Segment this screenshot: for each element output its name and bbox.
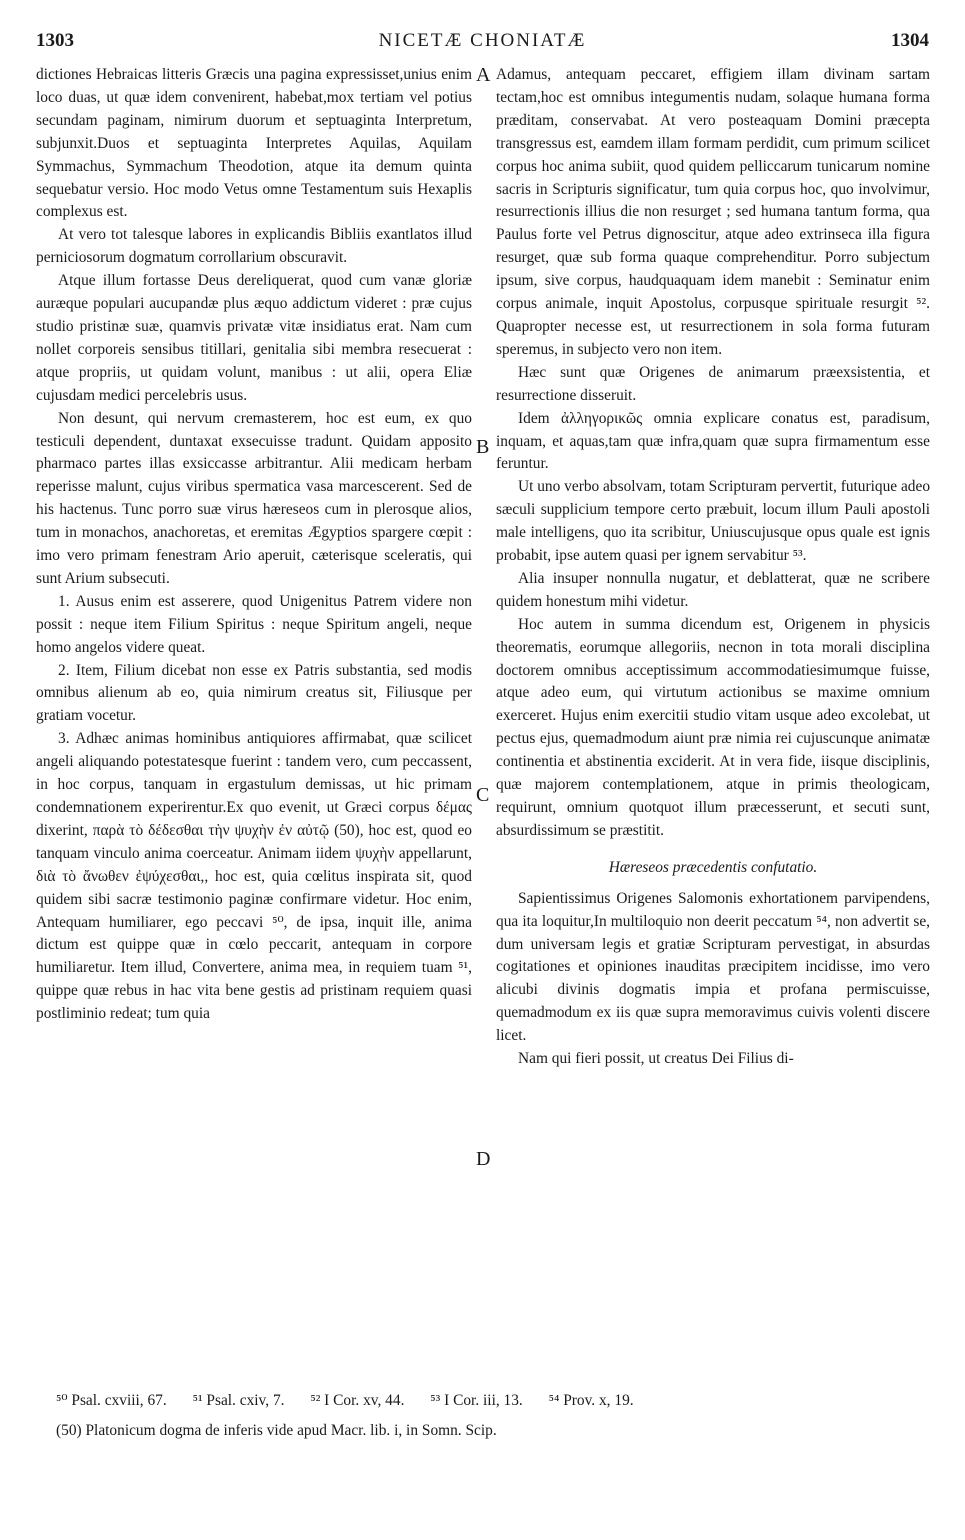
paragraph: Alia insuper nonnulla nugatur, et deblatterat, quæ ne scribere quidem honestum mihi videtur.: [496, 569, 930, 610]
page-number-right: 1304: [891, 30, 929, 51]
paragraph: Hoc autem in summa dicendum est, Origenem in physicis theorematis, eorumque allegoriis, necnon in tota morali disciplina doctorem omnibus acceptissimum accommodatiesimumque fuisse, atque adeo eum, qui virtutum actionibus se maxime omnium exerceret. Hujus enim exercitii studio vitam usque adeo excolebat, ut pectus ejus, quemadmodum aiunt præ nimia rei cujuscunque animatæ continentia et abstinentia exciderit. At in vera fide, iisque disciplinis, quæ majorem contemplationem, atque in primis theologicam, requirunt, omnium quotquot illum præcesserunt, et secuti sunt, absurdissimum se præstitit.: [496, 615, 930, 839]
running-title: NICETÆ CHONIATÆ: [378, 30, 587, 51]
page-header: [36, 30, 929, 56]
left-column: [36, 64, 472, 1026]
footnote: ⁵⁴ Prov. x, 19.: [548, 1392, 634, 1409]
scripture-footnotes: [56, 1391, 936, 1410]
right-column: [496, 64, 930, 1071]
paragraph: 2. Item, Filium dicebat non esse ex Patris substantia, sed modis omnibus alienum ab eo, quia nimirum creatus sit, Filiusque per gratiam vocetur.: [36, 661, 472, 725]
footnote: ⁵⁰ Psal. cxviii, 67.: [56, 1392, 167, 1409]
paragraph: Nam qui fieri possit, ut creatus Dei Filius di-: [518, 1050, 794, 1068]
page-number-left: 1303: [36, 30, 74, 51]
paragraph: Idem ἀλληγορικῶς omnia explicare conatus est, paradisum, inquam, et aquas,tam quæ infra,quam quæ supra firmamentum esse feruntur.: [496, 409, 930, 473]
paragraph: dictiones Hebraicas litteris Græcis una pagina expressisset,unius enim loco duas, ut quæ idem convenirent, habebat,mox tertiam vel potius secundam paginam, nimirum duorum et septuaginta Interpretum, subjunxit.Duos et septuaginta Interpretes Aquilas, Aquilam Symmachus, Symmachum Theodotion, atque ita demum quinta sequebatur versio. Hoc modo Vetus omne Testamentum suis Hexaplis complexus est.: [36, 66, 472, 221]
footnote: ⁵² I Cor. xv, 44.: [310, 1392, 405, 1409]
footnote: ⁵¹ Psal. cxiv, 7.: [192, 1392, 285, 1409]
paragraph: Sapientissimus Origenes Salomonis exhortationem parvipendens, qua ita loquitur,In multiloquio non deerit peccatum ⁵⁴, non advertit se, dum universam legis et gratiæ Scripturam pervestigat, in absurdas cogitationes et opiniones inauditas præcipitem incidisse, imo vero alicubi divinis dogmatis impia et profana permiscuisse, quemadmodum ex iis quæ supra memoravimus cuivis volenti discere licet.: [496, 889, 930, 1045]
paragraph: Adamus, antequam peccaret, effigiem illam divinam sartam tectam,hoc est omnibus integumentis nudam, solaque humana forma præditam, conservabat. At vero posteaquam Domini præcepta transgressus est, eamdem illam formam perdidit, cum primum scilicet corpus hoc anima subiit, quod quidem pelliccarum tunicarum nomine sacris in Scripturis significatur, tum quia corpus hoc, quo involvimur, resurrectionis illius die non resurget ; sed humana tantum forma, qua Paulus forte vel Petrus dignoscitur, atque adeo extrinseca illa figura resurget, quæ sub forma quaque comprehenditur. Porro subjectum ipsum, sive corpus, haudquaquam idem manebit : Seminatur enim corpus animale, inquit Apostolus, corpusque spirituale resurgit ⁵². Quapropter necesse est, ut resurrectionem in sola forma futuram speremus, in subjecto vero non item.: [496, 66, 930, 358]
margin-marker-d: D: [476, 1148, 491, 1170]
paragraph: 3. Adhæc animas hominibus antiquiores affirmabat, quæ scilicet angeli aliquando potestatesque fuerint : tandem vero, cum peccassent, in hoc corpus, tanquam in ergastulum demissas, ut hic primam condemnationem experirentur.Ex quo evenit, ut Græci corpus δέμας dixerint, παρὰ τὸ δέδεσθαι τὴν ψυχὴν ἐν αὐτῷ (50), hoc est, quod eo tanquam vinculo anima coerceatur. Animam iidem ψυχὴν appellarunt, διὰ τὸ ἄνωθεν ἐψύχεσθαι,, hoc est, quia cœlitus inspirata sit, quod quidem sibi sacræ testimonio paginæ confirmare videtur. Hoc enim, Antequam humiliarer, ego peccavi ⁵⁰, de ipsa, inquit ille, anima dictum est quippe quæ in cœlo peccarit, antequam in corpore humiliaretur. Item illud, Convertere, anima mea, in requiem tuam ⁵¹, quippe quæ rebus in hac vita bene gestis ad pristinam requiem quasi postliminio redeat; tum quia: [36, 730, 472, 1023]
footnote: ⁵³ I Cor. iii, 13.: [430, 1392, 523, 1409]
margin-marker-a: A: [476, 64, 491, 86]
paragraph: Ut uno verbo absolvam, totam Scripturam pervertit, futurique adeo sæculi supplicium tempore certo præbuit, locum illum Pauli apostoli male intelligens, quo ita scribitur, Uniuscujusque opus quale est ignis probabit, ipse autem quasi per ignem servabitur ⁵³.: [496, 478, 931, 565]
paragraph: Non desunt, qui nervum cremasterem, hoc est eum, ex quo testiculi dependent, duntaxat exsecuisse tradunt. Quidam apposito pharmaco partes illas exsiccasse arbitrantur. Alii medicam herbam reperisse malunt, cujus viribus spermatica vasa marcescerent. Sed de his hactenus. Tunc porro suæ virus hæreseos cum in plerosque alios, tum in monachos, anachoretas, et eremitas Ægyptios spargere cœpit : imo vero primam fenestram Ario aperuit, cæterisque sceleratis, qui sunt Arium subsecuti.: [36, 409, 472, 587]
margin-marker-b: B: [476, 436, 490, 458]
paragraph: Hæc sunt quæ Origenes de animarum præexsistentia, et resurrectione disseruit.: [496, 363, 930, 404]
editorial-note: (50) Platonicum dogma de inferis vide apud Macr. lib. i, in Somn. Scip.: [56, 1422, 497, 1439]
paragraph: Atque illum fortasse Deus dereliquerat, quod cum vanæ gloriæ auræque populari aucupandæ plus æquo addictum videret : præ cujus studio pristinæ suæ, quamvis privatæ vitæ insidiatus erat. Nam cum nollet corporeis sensibus titillari, genitalia sibi membra resecuerat : atque propriis, ut quidam volunt, manibus : ut alii, opera Eliæ cujusdam medici percelebris usus.: [36, 272, 472, 404]
paragraph: 1. Ausus enim est asserere, quod Unigenitus Patrem videre non possit : neque item Filium Spiritus : neque Spiritum angeli, neque homo angelos videre queat.: [36, 592, 472, 656]
paragraph: At vero tot talesque labores in explicandis Bibliis exantlatos illud perniciosorum dogmatum corrollarium obscuravit.: [36, 226, 472, 267]
section-heading: Hæreseos præcedentis confutatio.: [608, 858, 818, 876]
margin-marker-c: C: [476, 784, 490, 806]
